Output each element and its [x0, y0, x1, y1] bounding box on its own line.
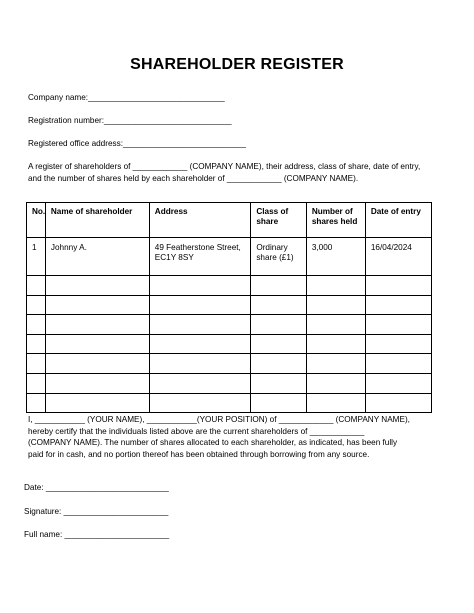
header-name: Name of shareholder — [45, 203, 149, 238]
empty-cell — [306, 276, 365, 296]
header-no: No. — [27, 203, 46, 238]
empty-cell — [45, 354, 149, 374]
empty-cell — [251, 373, 306, 393]
empty-cell — [306, 373, 365, 393]
empty-cell — [365, 393, 431, 413]
full-name-field: Full name: _______________________ — [24, 530, 170, 539]
registered-office-field: Registered office address:___________________________ — [28, 139, 246, 148]
empty-cell — [251, 334, 306, 354]
empty-cell — [27, 315, 46, 335]
cell-class: Ordinary share (£1) — [251, 238, 306, 276]
empty-cell — [27, 334, 46, 354]
cell-address: 49 Featherstone Street, EC1Y 8SY — [149, 238, 251, 276]
table-row — [27, 238, 432, 276]
document-title: SHAREHOLDER REGISTER — [130, 56, 344, 73]
empty-cell — [27, 295, 46, 315]
table-row-empty — [27, 354, 432, 374]
empty-cell — [45, 315, 149, 335]
empty-cell — [365, 276, 431, 296]
cell-no: 1 — [27, 238, 46, 276]
table-row-empty — [27, 334, 432, 354]
table-row-empty — [27, 276, 432, 296]
empty-cell — [27, 373, 46, 393]
empty-cell — [149, 315, 251, 335]
empty-cell — [149, 295, 251, 315]
empty-cell — [306, 393, 365, 413]
empty-cell — [251, 315, 306, 335]
empty-cell — [149, 354, 251, 374]
table-row-empty — [27, 295, 432, 315]
header-date: Date of entry — [365, 203, 431, 238]
certification-line-2: hereby certify that the individuals listed above are the current shareholders of ____________ — [28, 426, 365, 436]
intro-line-2: and the number of shares held by each shareholder of ____________ (COMPANY NAME). — [28, 173, 359, 183]
header-shares: Number of shares held — [306, 203, 365, 238]
registration-number-field: Registration number:____________________________ — [28, 116, 232, 125]
empty-cell — [251, 276, 306, 296]
empty-cell — [306, 295, 365, 315]
empty-cell — [45, 276, 149, 296]
date-signature-field: Date: ___________________________ — [24, 483, 169, 492]
empty-cell — [306, 334, 365, 354]
empty-cell — [365, 354, 431, 374]
intro-paragraph — [28, 161, 453, 184]
signature-field: Signature: _______________________ — [24, 507, 169, 516]
empty-cell — [45, 373, 149, 393]
empty-cell — [27, 354, 46, 374]
intro-line-1: A register of shareholders of ____________ (COMPANY NAME), their address, class of share, date of entry, — [28, 162, 421, 171]
empty-cell — [306, 354, 365, 374]
certification-paragraph — [28, 414, 453, 460]
empty-cell — [149, 334, 251, 354]
certification-line-3: (COMPANY NAME). The number of shares allocated to each shareholder, as indicated, has been fully — [28, 438, 398, 447]
empty-cell — [365, 315, 431, 335]
certification-line-4: paid for in cash, and no portion thereof has been obtained through borrowing from any source. — [28, 449, 370, 459]
empty-cell — [149, 276, 251, 296]
empty-cell — [149, 393, 251, 413]
empty-cell — [251, 393, 306, 413]
empty-cell — [365, 295, 431, 315]
table-header-row — [27, 203, 432, 238]
empty-cell — [365, 334, 431, 354]
table-row-empty — [27, 393, 432, 413]
cell-date: 16/04/2024 — [365, 238, 431, 276]
header-class: Class of share — [251, 203, 306, 238]
cell-shares: 3,000 — [306, 238, 365, 276]
table-row-empty — [27, 315, 432, 335]
empty-cell — [365, 373, 431, 393]
header-address: Address — [149, 203, 251, 238]
company-name-field: Company name:______________________________ — [28, 93, 225, 102]
empty-cell — [45, 393, 149, 413]
cell-name: Johnny A. — [45, 238, 149, 276]
table-row-empty — [27, 373, 432, 393]
empty-cell — [306, 315, 365, 335]
shareholder-table — [26, 202, 432, 413]
empty-cell — [251, 295, 306, 315]
empty-cell — [45, 295, 149, 315]
certification-line-1: I, ___________ (YOUR NAME), ___________(YOUR POSITION) of ____________ (COMPANY NAME), — [28, 415, 410, 424]
empty-cell — [45, 334, 149, 354]
empty-cell — [149, 373, 251, 393]
empty-cell — [27, 276, 46, 296]
empty-cell — [27, 393, 46, 413]
empty-cell — [251, 354, 306, 374]
